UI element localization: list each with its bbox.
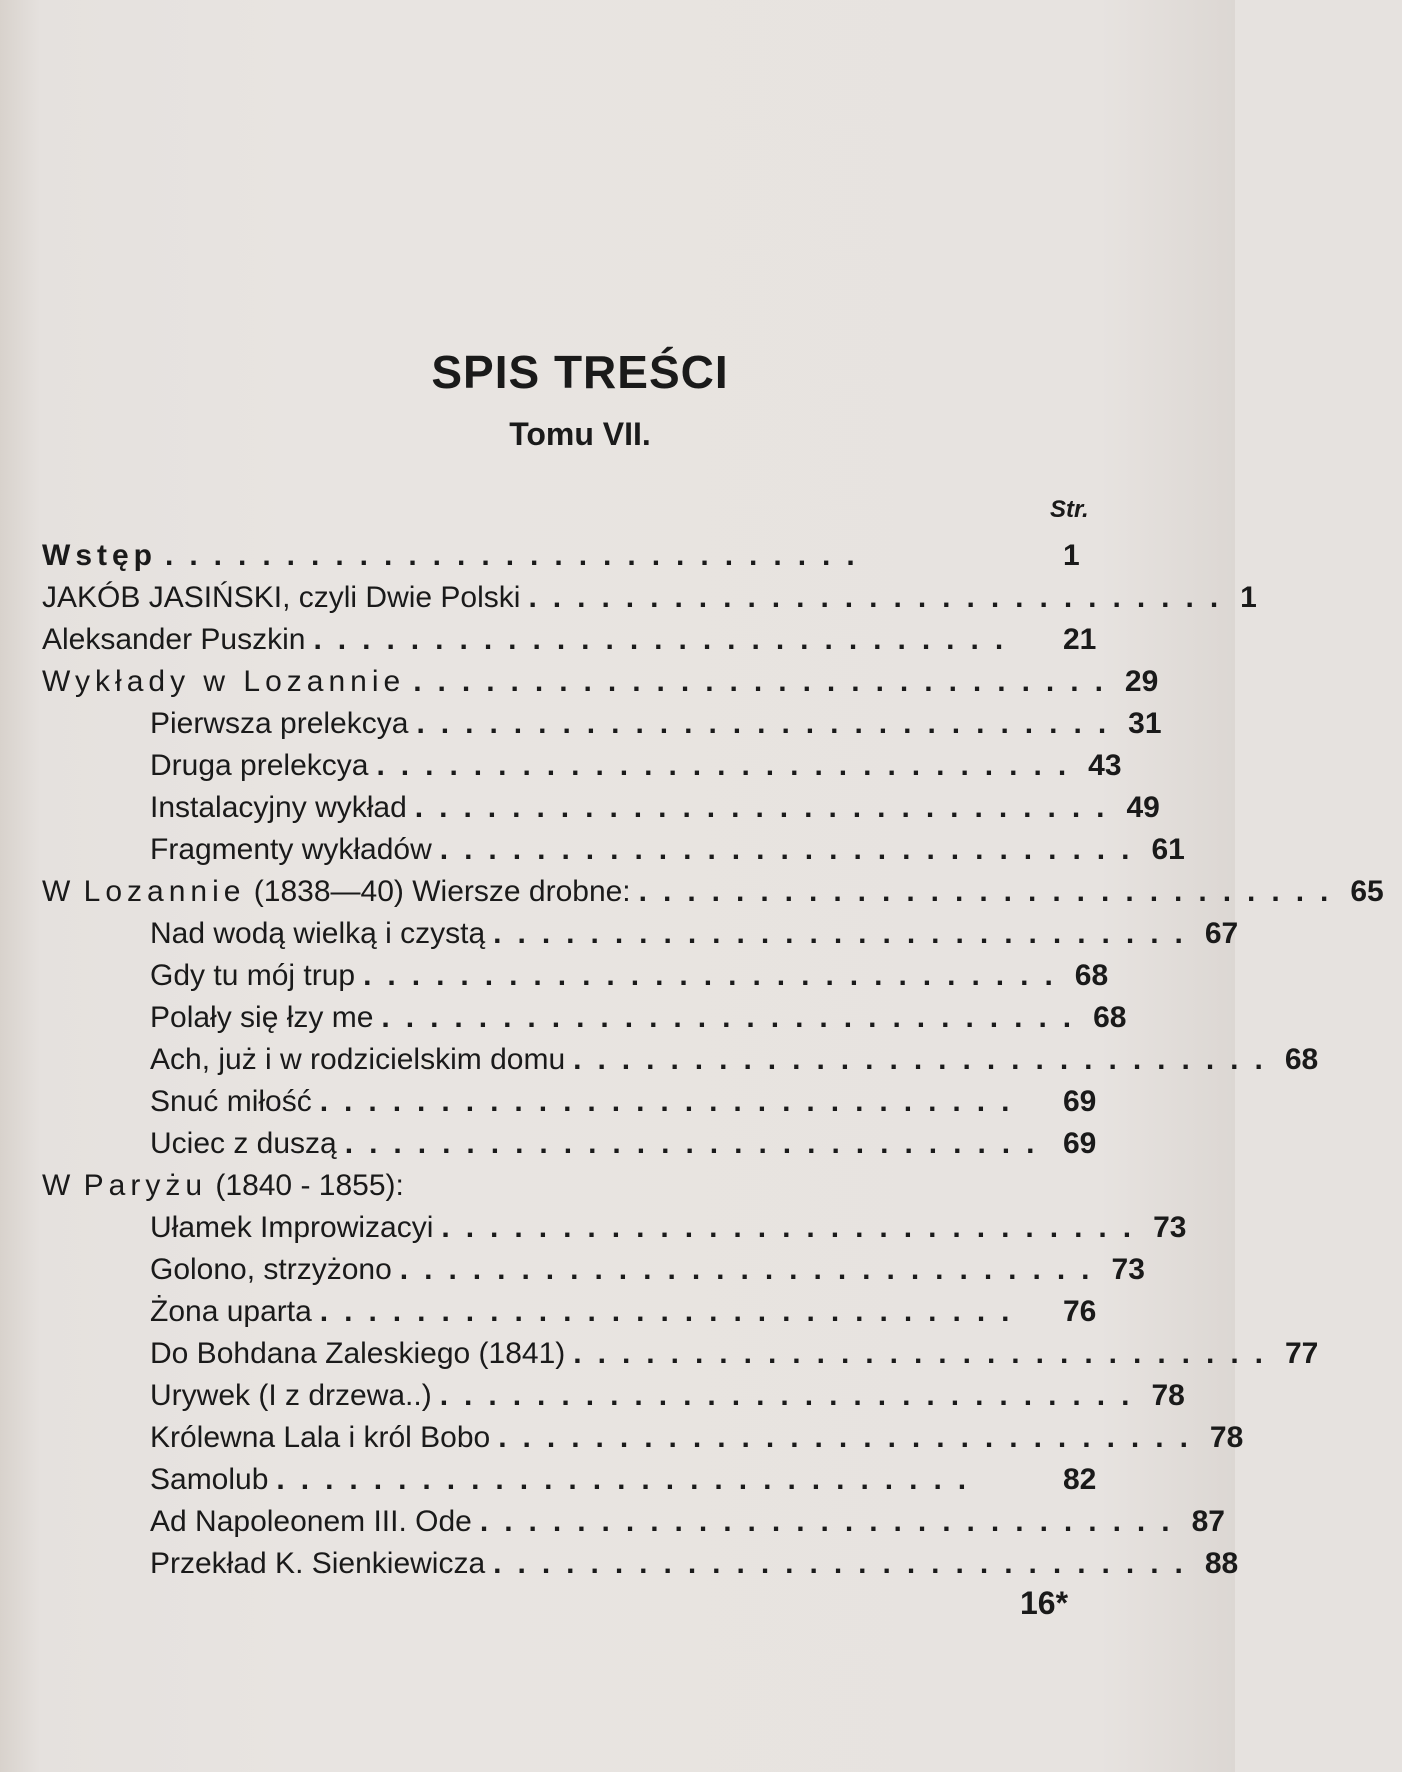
toc-section-heading [0,871,1384,913]
toc-entry-page: 29 [1124,665,1159,698]
toc-entry-page: 31 [1128,707,1162,740]
dot-leader: ............................. [441,1211,1148,1244]
toc-entry [0,535,1235,577]
toc-entry [0,997,1235,1039]
section-detail: (1838—40) Wiersze drobne: [253,875,631,908]
signature-mark: 16* [1020,1585,1069,1621]
toc-entry-title: Polały się łzy me [150,1001,374,1034]
dot-leader: ............................. [319,1295,1026,1328]
toc-entry [0,1501,1235,1543]
toc-entry-page: 78 [1209,1421,1244,1454]
toc-entry-page: 69 [1063,1127,1097,1160]
toc-entry-title: Urywek (I z drzewa..) [150,1379,432,1412]
dot-leader: ............................. [493,1547,1199,1580]
volume-subtitle: Tomu VII. [509,416,651,452]
toc-entry [0,1375,1235,1417]
dot-leader: ............................. [313,623,1020,656]
dot-leader: ............................. [381,1001,1088,1034]
toc-entry-page: 61 [1151,833,1185,866]
dot-leader: ............................. [363,959,1069,992]
toc-entry [0,1123,1235,1165]
toc-entry-page: 68 [1074,959,1109,992]
toc-entry-title: Ułamek Improwizacyi [150,1211,434,1244]
toc-entry-title: Samolub [150,1463,269,1496]
toc-entry-page: 78 [1151,1379,1185,1412]
dot-leader: ............................. [439,1379,1146,1412]
dot-leader: ............................. [165,539,871,572]
toc-entry-page: 43 [1088,749,1122,782]
toc-entry-title: Ad Napoleonem III. Ode [150,1505,472,1538]
toc-entry-title: Fragmenty wykładów [150,833,432,866]
toc-entry-title: Golono, strzyżono [150,1253,392,1286]
dot-leader: ............................. [376,749,1083,782]
toc-entry-page: 68 [1093,1001,1127,1034]
toc-entry-title: Do Bohdana Zaleskiego (1841) [150,1337,566,1370]
toc-entry [0,1543,1239,1585]
dot-leader: ............................. [276,1463,983,1496]
toc-entry-page: 77 [1285,1337,1319,1370]
toc-entry-title: Uciec z duszą [150,1127,337,1160]
toc-entry-title: Instalacyjny wykład [150,791,407,824]
toc-entry-page: 88 [1204,1547,1239,1580]
toc-entry-page: 1 [1063,539,1080,572]
toc-entry [0,1081,1235,1123]
section-detail: (1840 - 1855): [215,1169,404,1202]
toc-entry-title [42,1165,404,1207]
toc-entry [0,913,1239,955]
toc-entry-title: Nad wodą wielką i czystą [150,917,486,950]
toc-entry [0,1459,1235,1501]
dot-leader: ............................. [416,707,1123,740]
dot-leader: ............................. [319,1085,1026,1118]
page-column-label: Str. [1050,496,1089,523]
table-of-contents [0,535,1384,1585]
dot-leader: ............................. [573,1337,1279,1370]
toc-entry-title: Przekład K. Sienkiewicza [150,1547,486,1580]
toc-entry [0,1333,1319,1375]
section-prefix: W [42,1169,76,1202]
toc-entry-title: Wstęp [42,539,157,572]
toc-entry-page: 73 [1153,1211,1187,1244]
toc-entry [0,1207,1235,1249]
toc-entry-title: JAKÓB JASIŃSKI, czyli Dwie Polski [42,581,521,614]
toc-entry-title: Gdy tu mój trup [150,959,356,992]
dot-leader: ............................. [344,1127,1051,1160]
toc-entry-page: 82 [1063,1463,1097,1496]
dot-leader: ............................. [399,1253,1106,1286]
page-title: SPIS TREŚCI [431,346,729,398]
dot-leader: ............................. [493,917,1199,950]
toc-entry [0,577,1257,619]
toc-entry-page: 67 [1204,917,1239,950]
toc-entry-page: 49 [1126,791,1160,824]
toc-entry [0,1291,1235,1333]
toc-entry-page: 69 [1063,1085,1097,1118]
toc-entry-title [42,871,631,913]
toc-section-heading [0,1165,1235,1207]
toc-entry-page: 76 [1063,1295,1097,1328]
toc-entry-page: 87 [1191,1505,1225,1538]
toc-entry-page: 21 [1063,623,1097,656]
toc-entry [0,1417,1244,1459]
section-prefix: W [42,875,76,908]
toc-entry-title: Snuć miłość [150,1085,312,1118]
toc-entry [0,787,1235,829]
toc-entry-page: 68 [1284,1043,1319,1076]
section-place: Paryżu [83,1169,208,1202]
toc-entry-title: Ach, już i w rodzicielskim domu [150,1043,566,1076]
dot-leader: ............................. [573,1043,1279,1076]
toc-entry [0,745,1235,787]
dot-leader: ............................. [638,875,1345,908]
dot-leader: ............................. [528,581,1235,614]
dot-leader: ............................. [413,665,1119,698]
dot-leader: ............................. [498,1421,1204,1454]
toc-entry-title: Aleksander Puszkin [42,623,306,656]
toc-entry [0,1039,1319,1081]
toc-entry [0,1249,1235,1291]
toc-entry [0,619,1235,661]
toc-entry-title: Królewna Lala i król Bobo [150,1421,491,1454]
toc-entry-page: 65 [1350,875,1384,908]
toc-entry [0,661,1235,703]
toc-entry [0,829,1235,871]
dot-leader: ............................. [439,833,1146,866]
toc-entry [0,955,1235,997]
toc-entry [0,703,1235,745]
dot-leader: ............................. [479,1505,1186,1538]
toc-entry-title: Druga prelekcya [150,749,369,782]
toc-entry-title: Wykłady w Lozannie [42,665,406,698]
dot-leader: ............................. [414,791,1121,824]
section-place: Lozannie [83,875,246,908]
toc-entry-title: Pierwsza prelekcya [150,707,409,740]
toc-entry-title: Żona uparta [150,1295,312,1328]
toc-entry-page: 1 [1240,581,1257,614]
toc-entry-page: 73 [1111,1253,1145,1286]
